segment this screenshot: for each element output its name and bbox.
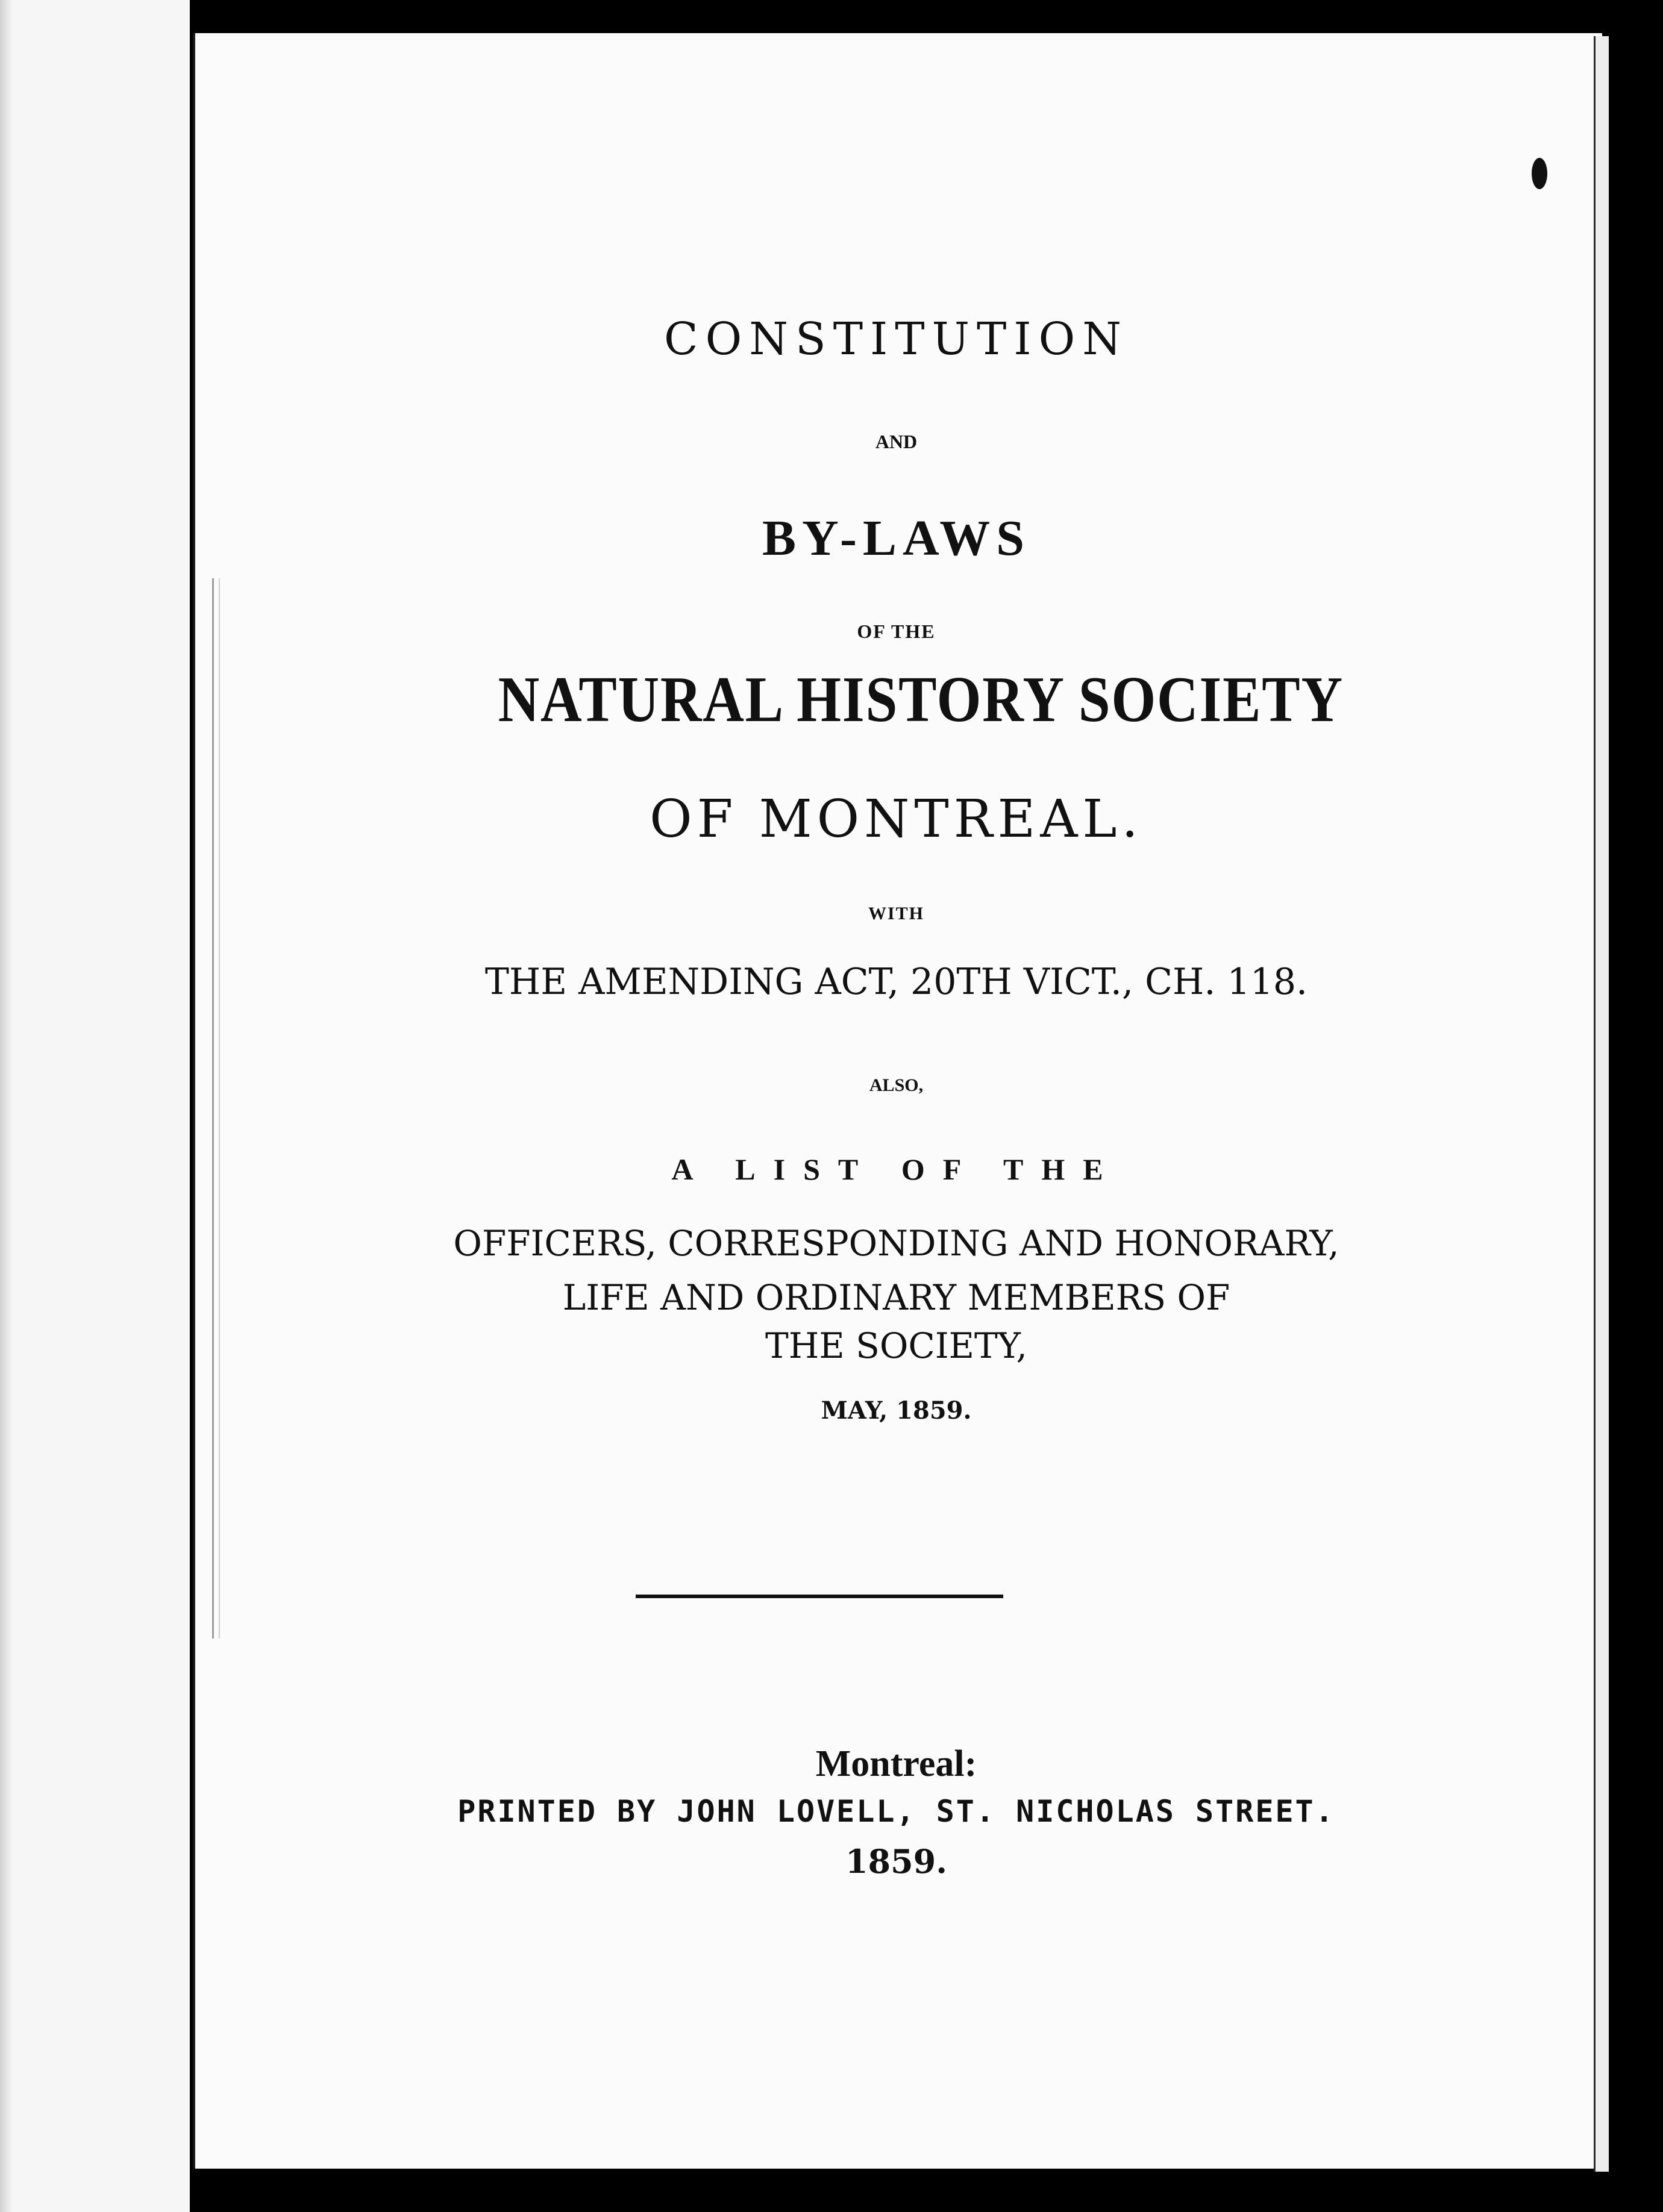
title-bylaws: BY-LAWS xyxy=(762,510,1031,566)
members-line: LIFE AND ORDINARY MEMBERS OF xyxy=(562,1277,1230,1318)
previous-page-edge xyxy=(0,0,190,2212)
page-gutter-shadow xyxy=(0,0,12,2212)
imprint-year: 1859. xyxy=(845,1842,948,1881)
of-the-text: OF THE xyxy=(857,620,936,642)
issue-date: MAY, 1859. xyxy=(821,1396,972,1425)
also-text: ALSO, xyxy=(869,1075,924,1095)
title-constitution: CONSTITUTION xyxy=(663,313,1129,365)
ink-spot xyxy=(1532,158,1547,189)
amending-act-line: THE AMENDING ACT, 20TH VICT., CH. 118. xyxy=(484,961,1308,1003)
page-fold-mark xyxy=(212,578,220,1639)
members-line: OFFICERS, CORRESPONDING AND HONORARY, xyxy=(453,1223,1339,1264)
horizontal-rule xyxy=(636,1595,1003,1598)
list-of-the-line: A LIST OF THE xyxy=(671,1152,1121,1186)
title-conjunction: AND xyxy=(875,431,918,452)
members-line: THE SOCIETY, xyxy=(765,1325,1027,1366)
imprint-city: Montreal: xyxy=(815,1743,977,1784)
imprint-printer: PRINTED BY JOHN LOVELL, ST. NICHOLAS STREET. xyxy=(457,1794,1335,1829)
society-place: OF MONTREAL. xyxy=(650,789,1143,849)
with-text: WITH xyxy=(868,904,925,923)
society-name: NATURAL HISTORY SOCIETY xyxy=(498,664,1344,736)
